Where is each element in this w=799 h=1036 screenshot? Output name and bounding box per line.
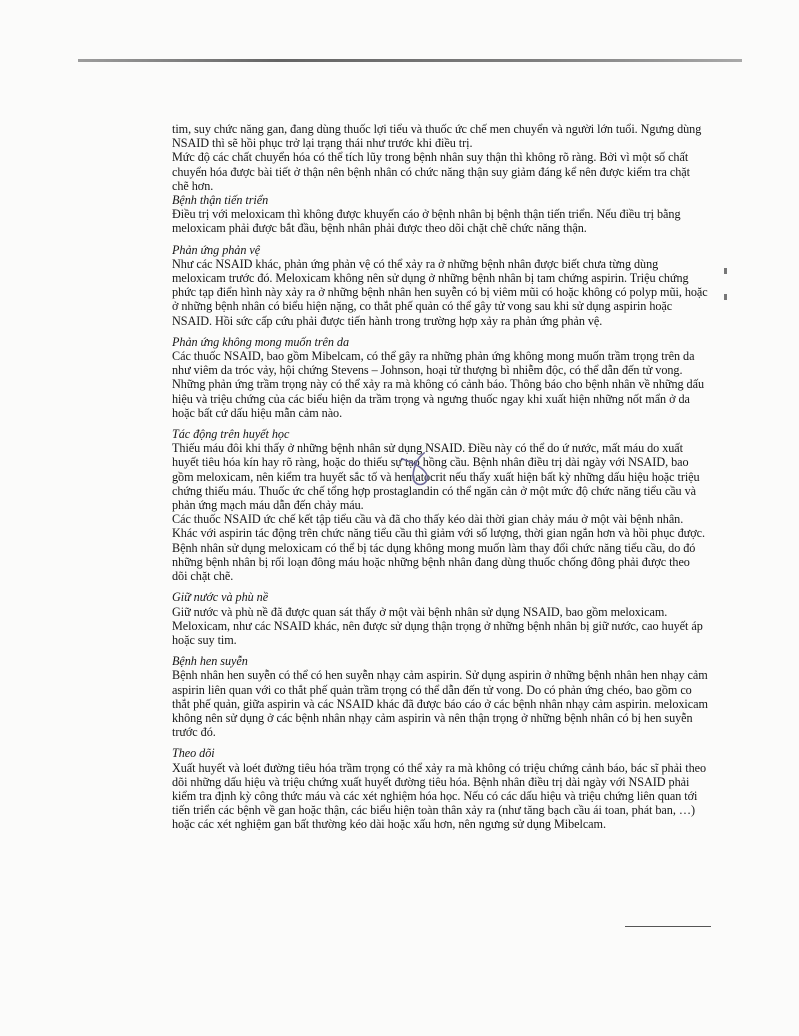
section-heading-advanced-renal-disease: Bệnh thận tiến triển (172, 193, 269, 208)
intro-paragraph: Mức độ các chất chuyển hóa có thể tích lũy trong bệnh nhân suy thận thì không rõ ràng. Bởi vì một số chất chuyển hóa được bài tiết ở thận nên bệnh nhân có chức năng thận suy giảm đáng kể nên được kiểm tra chặt chẽ hơn. (172, 150, 690, 193)
section-paragraph: Giữ nước và phù nề đã được quan sát thấy ở một vài bệnh nhân sử dụng NSAID, bao gồm meloxicam. Meloxicam, như các NSAID khác, nên được sử dụng thận trọng ở những bệnh nhân bị giữ nước, cao huyết áp hoặc suy tim. (172, 604, 703, 647)
document-body (172, 122, 708, 832)
section-paragraph: Các thuốc NSAID, bao gồm Mibelcam, có thể gây ra những phản ứng không mong muốn trầm trọng trên da như viêm da tróc vảy, hội chứng Stevens – Johnson, hoại tử thượng bì nhiễm độc, có thể dẫn đến tử vong. Những phản ứng trầm trọng này có thể xảy ra mà không có cảnh báo. Thông báo cho bệnh nhân về những dấu hiệu và triệu chứng của các biểu hiện da trầm trọng và ngưng thuốc ngay khi xuất hiện những nốt mẩn ở da hoặc bất cứ dấu hiệu mẫn cảm nào. (172, 349, 704, 420)
section-paragraph: Điều trị với meloxicam thì không được khuyến cáo ở bệnh nhân bị bệnh thận tiến triển. Nếu điều trị bằng meloxicam phải được bắt đầu, bệnh nhân phải được theo dõi chặt chẽ chức năng thận. (172, 207, 681, 236)
scan-mark (724, 268, 727, 274)
top-scan-rule (78, 59, 742, 62)
section-paragraph: Các thuốc NSAID ức chế kết tập tiểu cầu và đã cho thấy kéo dài thời gian chảy máu ở một vài bệnh nhân. Khác với aspirin tác động trên chức năng tiểu cầu thì giảm với số lượng, thời gian ngắn hơn và hồi phục được. Bệnh nhân sử dụng meloxicam có thể bị tác dụng không mong muốn làm thay đổi chức năng tiểu cầu, do đó những bệnh nhân bị rối loạn đông máu hoặc những bệnh nhân đang dùng thuốc chống đông phải được theo dõi chặt chẽ. (172, 512, 705, 584)
scan-mark (724, 294, 727, 300)
section-paragraph: Như các NSAID khác, phản ứng phản vệ có thể xảy ra ở những bệnh nhân được biết chưa từng dùng meloxicam trước đó. Meloxicam không nên sử dụng ở những bệnh nhân bị tam chứng aspirin. Triệu chứng phức tạp điển hình này xảy ra ở những bệnh nhân hen suyễn có bị viêm mũi có hoặc không có polyp mũi, hoặc ở những bệnh nhân có biểu hiện nặng, co thắt phế quản có thể gây tử vong sau khi sử dụng aspirin hoặc NSAID. Hồi sức cấp cứu phải được tiến hành trong trường hợp xảy ra phản ứng phản vệ. (172, 256, 708, 328)
bottom-signature-rule (625, 926, 711, 927)
section-paragraph: Bệnh nhân hen suyễn có thể có hen suyễn nhạy cảm aspirin. Sử dụng aspirin ở những bệnh nhân hen nhạy cảm aspirin liên quan với co thắt phế quản trầm trọng có thể dẫn đến tử vong. Do có phản ứng chéo, bao gồm co thắt phế quản, giữa aspirin và các NSAID khác đã được báo cáo ở các bệnh nhân nhạy cảm aspirin. meloxicam không nên sử dụng ở các bệnh nhân nhạy cảm aspirin và nên thận trọng ở những bệnh nhân có bị hen suyễn trước đó. (172, 668, 708, 740)
section-paragraph: Thiếu máu đôi khi thấy ở những bệnh nhân sử dụng NSAID. Điều này có thể do ứ nước, mất máu do xuất huyết tiêu hóa kín hay rõ ràng, hoặc do thiếu sự tạo hồng cầu. Bệnh nhân điều trị dài ngày với NSAID, bao gồm meloxicam, nên kiểm tra huyết sắc tố và hematocrit nếu thấy xuất hiện bất kỳ những dấu hiệu hoặc triệu chứng thiếu máu. Thuốc ức chế tổng hợp prostaglandin có thể ngăn cản ở một mức độ chức năng tiểu cầu và phản ứng mạch máu dẫn đến chảy máu. (172, 441, 700, 513)
section-heading-anaphylactic-reactions: Phản ứng phản vệ (172, 242, 261, 257)
section-heading-monitoring: Theo dõi (172, 746, 215, 761)
section-heading-hematologic-effects: Tác động trên huyết học (172, 427, 290, 442)
section-heading-asthma: Bệnh hen suyễn (172, 654, 248, 669)
section-heading-fluid-retention-edema: Giữ nước và phù nề (172, 590, 269, 605)
intro-paragraph: tim, suy chức năng gan, đang dùng thuốc lợi tiểu và thuốc ức chế men chuyển và người lớn tuổi. Ngưng dùng NSAID thì sẽ hồi phục trở lại trạng thái như trước khi điều trị. (172, 122, 702, 151)
section-heading-skin-reactions: Phản ứng không mong muốn trên da (172, 334, 350, 349)
section-paragraph: Xuất huyết và loét đường tiêu hóa trầm trọng có thể xảy ra mà không có triệu chứng cảnh báo, bác sĩ phải theo dõi những dấu hiệu và triệu chứng xuất huyết đường tiêu hóa. Bệnh nhân điều trị dài ngày với NSAID phải kiểm tra định kỳ công thức máu và các xét nghiệm hóa học. Nếu có các dấu hiệu và triệu chứng liên quan tới tiến triển các bệnh về gan hoặc thận, các biểu hiện toàn thân xảy ra (như tăng bạch cầu ái toan, phát ban, …) hoặc các xét nghiệm gan bất thường kéo dài hoặc xấu hơn, nên ngưng sử dụng Mibelcam. (172, 760, 707, 832)
